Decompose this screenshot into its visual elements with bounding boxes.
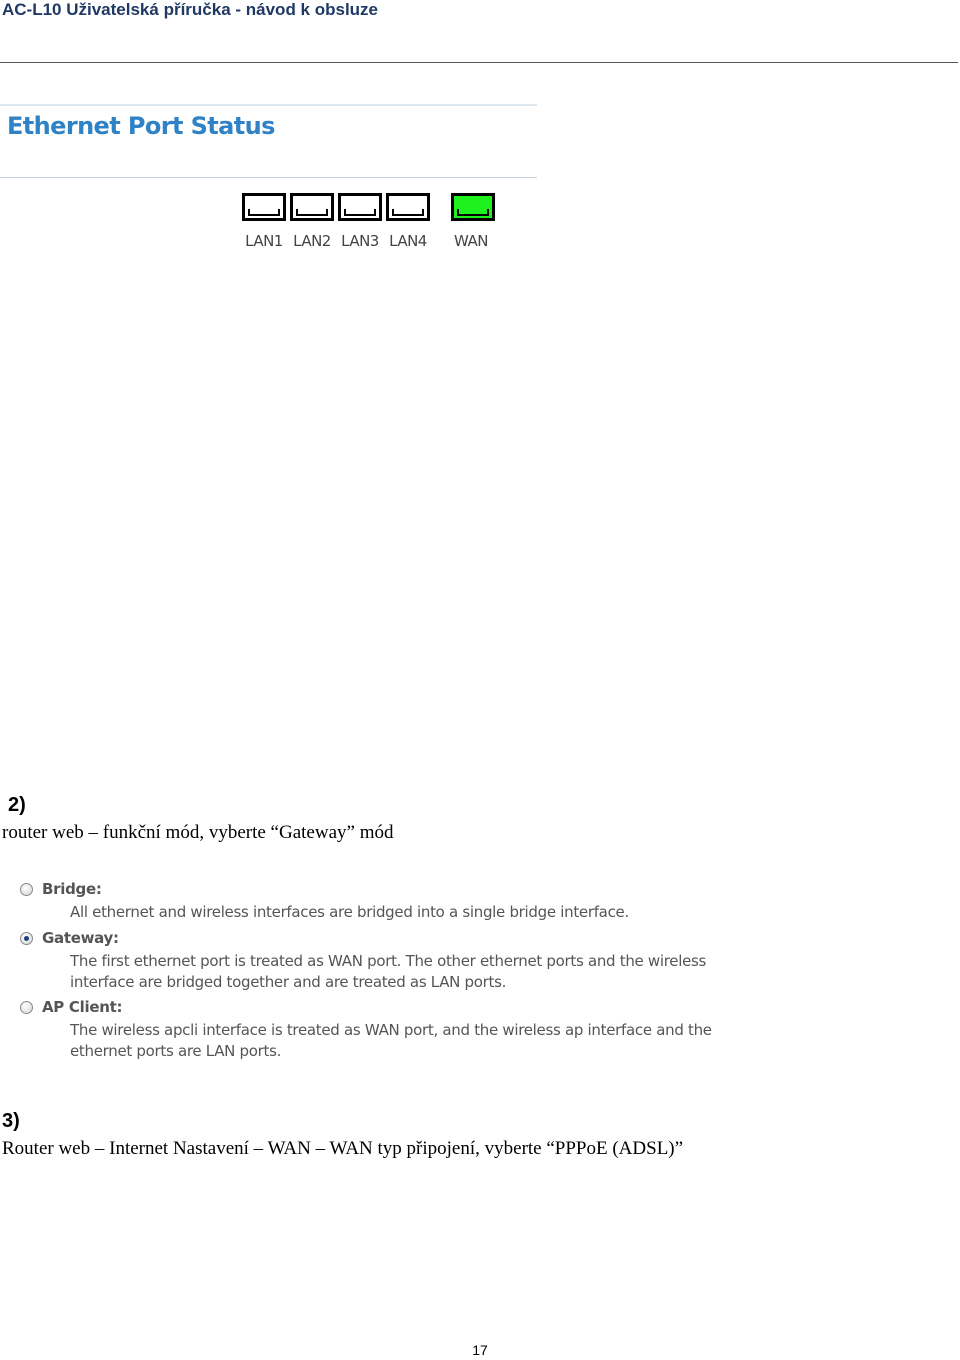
port-lan4-icon bbox=[386, 193, 430, 221]
section-2-instruction: router web – funkční mód, vyberte “Gateway” mód bbox=[2, 822, 394, 843]
bridge-description-line: All ethernet and wireless interfaces are bridged into a single bridge interface. bbox=[70, 903, 629, 921]
port-label-wan: WAN bbox=[454, 232, 488, 250]
port-lan2-icon bbox=[290, 193, 334, 221]
port-lan1-icon bbox=[242, 193, 286, 221]
gateway-description-line: interface are bridged together and are treated as LAN ports. bbox=[70, 973, 507, 991]
gateway-label: Gateway: bbox=[42, 929, 119, 947]
section-3-instruction: Router web – Internet Nastavení – WAN – WAN typ připojení, vyberte “PPPoE (ADSL)” bbox=[2, 1138, 684, 1159]
section-2-number: 2) bbox=[8, 794, 26, 816]
port-wan-icon bbox=[451, 193, 495, 221]
section-3-number: 3) bbox=[2, 1110, 20, 1132]
header-divider bbox=[0, 62, 958, 63]
ethernet-port-status-panel bbox=[0, 104, 537, 264]
port-label-lan2: LAN2 bbox=[293, 232, 331, 250]
ap-client-label: AP Client: bbox=[42, 998, 123, 1016]
ap-client-description-line: The wireless apcli interface is treated as WAN port, and the wireless ap interface and the bbox=[70, 1021, 712, 1039]
port-label-lan4: LAN4 bbox=[389, 232, 427, 250]
gateway-description-line: The first ethernet port is treated as WAN port. The other ethernet ports and the wireless bbox=[70, 952, 707, 970]
bridge-description bbox=[70, 902, 770, 923]
port-lan3-icon bbox=[338, 193, 382, 221]
panel-top-divider bbox=[0, 104, 537, 106]
ap-client-description-line: ethernet ports are LAN ports. bbox=[70, 1042, 282, 1060]
gateway-radio[interactable] bbox=[20, 932, 33, 945]
port-label-lan1: LAN1 bbox=[245, 232, 283, 250]
port-label-lan3: LAN3 bbox=[341, 232, 379, 250]
document-title: AC-L10 Uživatelská příručka - návod k obsluze bbox=[2, 0, 379, 19]
panel-title-divider bbox=[0, 177, 537, 178]
bridge-label: Bridge: bbox=[42, 880, 102, 898]
panel-title: Ethernet Port Status bbox=[7, 112, 275, 140]
page-number: 17 bbox=[472, 1342, 488, 1358]
ap-client-description bbox=[70, 1020, 770, 1062]
bridge-radio[interactable] bbox=[20, 883, 33, 896]
ap-client-radio[interactable] bbox=[20, 1001, 33, 1014]
gateway-description bbox=[70, 951, 770, 993]
